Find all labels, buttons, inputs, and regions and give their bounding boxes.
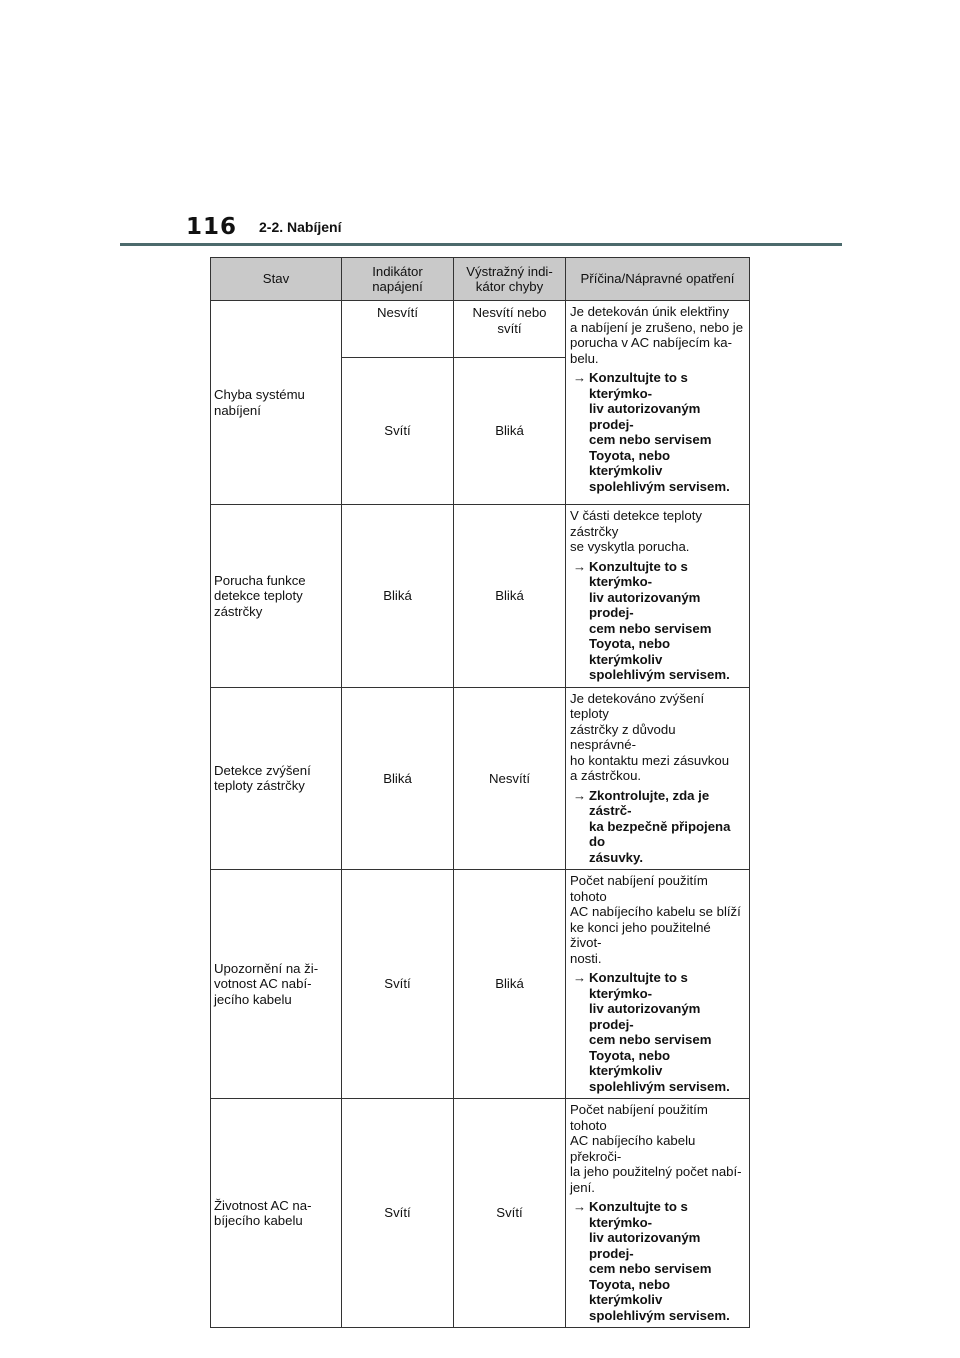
action-instruction: → Konzultujte to s kterýmko- liv autorizovaným prodej- cem nebo servisem Toyota, nebo kterýmkoliv spolehlivým servisem. [570,970,745,1094]
warning-indicator-cell: Svítí [454,1099,566,1328]
table-row [211,1099,750,1328]
cause-description: Je detekováno zvýšení teploty zástrčky z důvodu nesprávné- ho kontaktu mezi zásuvkou a zástrčkou. [570,690,730,783]
section-title: 2-2. Nabíjení [259,219,342,235]
state-cell: Upozornění na ži- votnost AC nabí- jecího kabelu [211,870,342,1099]
cause-cell [566,505,750,688]
state-cell: Porucha funkce detekce teploty zástrčky [211,505,342,688]
power-indicator-cell: Bliká [342,505,454,688]
state-cell: Chyba systému nabíjení [211,301,342,505]
action-instruction: → Konzultujte to s kterýmko- liv autorizovaným prodej- cem nebo servisem Toyota, nebo kterýmkoliv spolehlivým servisem. [570,1199,745,1323]
table-row [211,870,750,1099]
state-cell: Životnost AC na- bíjecího kabelu [211,1099,342,1328]
arrow-right-icon: → [572,970,587,985]
action-instruction: → Zkontrolujte, zda je zástrč- ka bezpečně připojena do zásuvky. [570,788,745,866]
page-number: 116 [186,214,238,240]
cause-cell [566,687,750,870]
table-row [211,301,750,358]
cause-description: Počet nabíjení použitím tohoto AC nabíjecího kabelu se blíží ke konci jeho použitelné život- nosti. [570,873,741,966]
action-instruction: → Konzultujte to s kterýmko- liv autorizovaným prodej- cem nebo servisem Toyota, nebo kterýmkoliv spolehlivým servisem. [570,370,745,494]
header-divider [120,243,842,246]
column-header-power-indicator: Indikátor napájení [342,258,454,301]
cause-description: V části detekce teploty zástrčky se vyskytla porucha. [570,508,702,554]
status-table [210,257,750,1328]
arrow-right-icon: → [572,558,587,574]
table-header-row [211,258,750,301]
cause-description: Je detekován únik elektřiny a nabíjení je zrušeno, nebo je porucha v AC nabíjecím ka- belu. [570,304,744,366]
power-indicator-cell: Svítí [342,870,454,1099]
table-row [211,687,750,870]
warning-indicator-cell: Bliká [454,505,566,688]
cause-cell [566,301,750,505]
column-header-state: Stav [211,258,342,301]
power-indicator-cell: Nesvítí [342,301,454,358]
state-cell: Detekce zvýšení teploty zástrčky [211,687,342,870]
cause-cell [566,1099,750,1328]
arrow-right-icon: → [572,370,587,385]
warning-indicator-cell: Bliká [454,870,566,1099]
cause-description: Počet nabíjení použitím tohoto AC nabíjecího kabelu překroči- la jeho použitelný počet nabí- jení. [570,1102,742,1195]
warning-indicator-cell: Nesvítí nebo svítí [454,301,566,358]
warning-indicator-cell: Nesvítí [454,687,566,870]
power-indicator-cell: Svítí [342,1099,454,1328]
power-indicator-cell: Bliká [342,687,454,870]
table-row [211,505,750,688]
column-header-cause: Příčina/Nápravné opatření [566,258,750,301]
column-header-warning-indicator: Výstražný indi- kátor chyby [454,258,566,301]
cause-cell [566,870,750,1099]
action-instruction: → Konzultujte to s kterýmko- liv autorizovaným prodej- cem nebo servisem Toyota, nebo kterýmkoliv spolehlivým servisem. [570,559,745,683]
power-indicator-cell: Svítí [342,357,454,504]
warning-indicator-cell: Bliká [454,357,566,504]
arrow-right-icon: → [572,1199,587,1214]
arrow-right-icon: → [572,787,587,803]
